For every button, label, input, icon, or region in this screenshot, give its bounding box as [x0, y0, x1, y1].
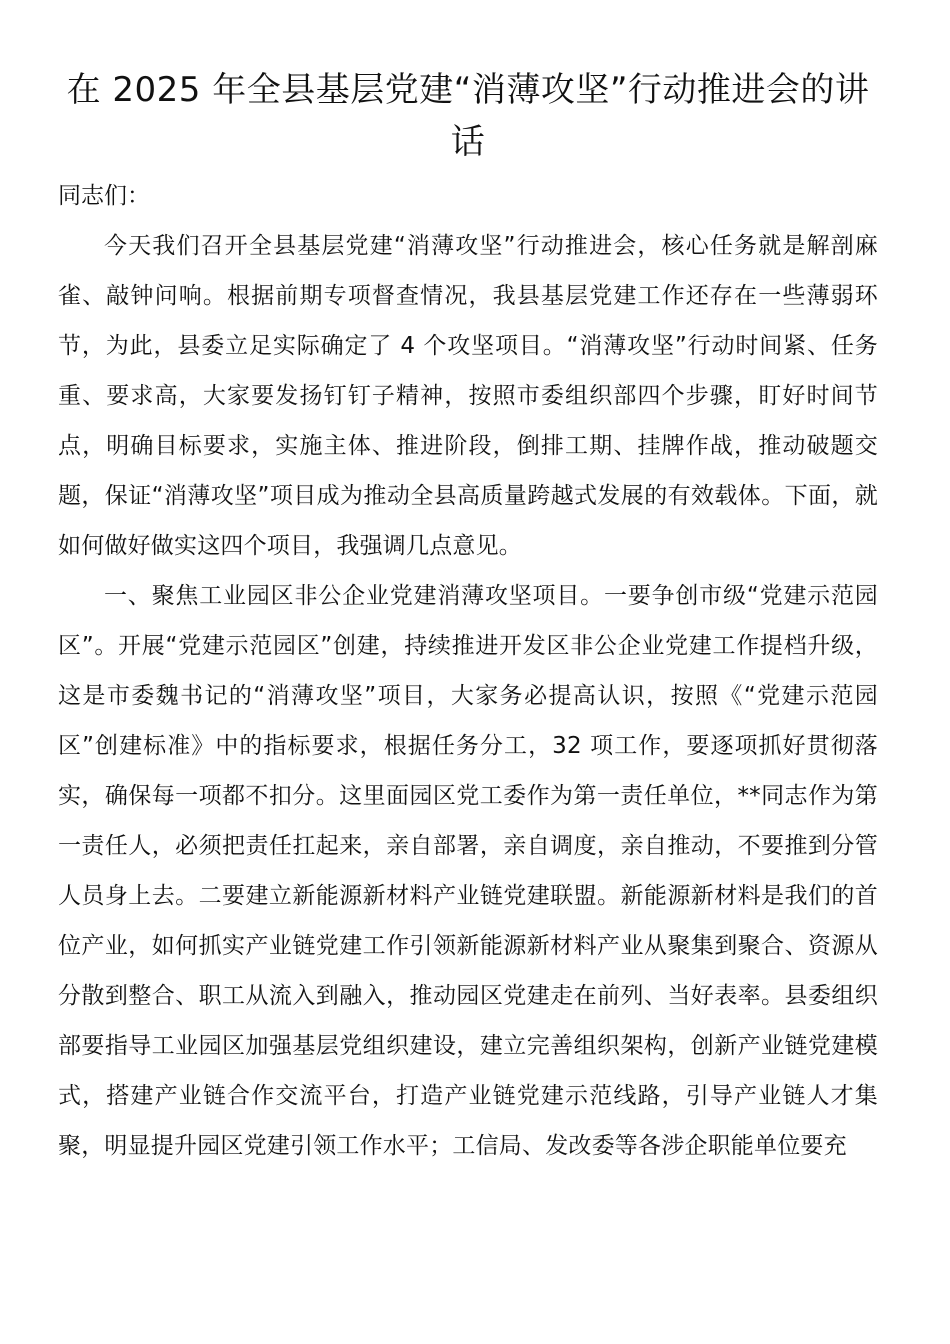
salutation: 同志们：	[58, 183, 150, 209]
paragraph-intro: 今天我们召开全县基层党建“消薄攻坚”行动推进会，核心任务就是解剖麻雀、敲钟问响。根据前期专项督查情况，我县基层党建工作还存在一些薄弱环节，为此，县委立足实际确定了 4 个攻坚项目。“消薄攻坚”行动时间紧、任务重、要求高，大家要发扬钉钉子精神，按照市委组织部四个步骤，盯好时间节点，明确目标要求，实施主体、推进阶段，倒排工期、挂牌作战，推动破题交题，保证“消薄攻坚”项目成为推动全县高质量跨越式发展的有效载体。下面，就如何做好做实这四个项目，我强调几点意见。	[58, 233, 878, 559]
document-title: 在 2025 年全县基层党建“消薄攻坚”行动推进会的讲话	[66, 70, 870, 162]
paragraph-section-one: 一、聚焦工业园区非公企业党建消薄攻坚项目。一要争创市级“党建示范园区”。开展“党建示范园区”创建，持续推进开发区非公企业党建工作提档升级，这是市委魏书记的“消薄攻坚”项目，大家务必提高认识，按照《“党建示范园区”创建标准》中的指标要求，根据任务分工，32 项工作，要逐项抓好贯彻落实，确保每一项都不扣分。这里面园区党工委作为第一责任单位，**同志作为第一责任人，必须把责任扛起来，亲自部署，亲自调度，亲自推动，不要推到分管人员身上去。二要建立新能源新材料产业链党建联盟。新能源新材料是我们的首位产业，如何抓实产业链党建工作引领新能源新材料产业从聚集到聚合、资源从分散到整合、职工从流入到融入，推动园区党建走在前列、当好表率。县委组织部要指导工业园区加强基层党组织建设，建立完善组织架构，创新产业链党建模式，搭建产业链合作交流平台，打造产业链党建示范线路，引导产业链人才集聚，明显提升园区党建引领工作水平；工信局、发改委等各涉企职能单位要充	[58, 583, 878, 1159]
